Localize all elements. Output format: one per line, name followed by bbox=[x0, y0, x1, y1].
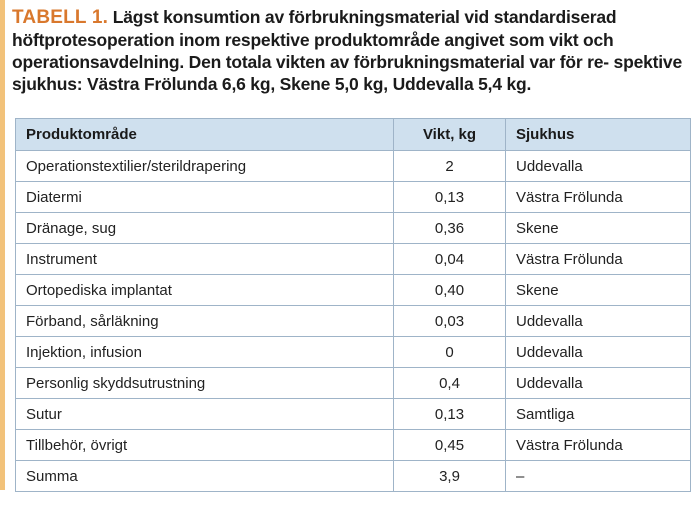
cell-hospital: Skene bbox=[506, 213, 691, 244]
cell-product-area: Tillbehör, övrigt bbox=[16, 430, 394, 461]
table-label: TABELL 1. bbox=[12, 7, 109, 28]
cell-hospital: Västra Frölunda bbox=[506, 244, 691, 275]
cell-hospital: Samtliga bbox=[506, 399, 691, 430]
cell-product-area: Förband, sårläkning bbox=[16, 306, 394, 337]
cell-product-area: Ortopediska implantat bbox=[16, 275, 394, 306]
cell-weight: 0,03 bbox=[394, 306, 506, 337]
header-hospital: Sjukhus bbox=[506, 119, 691, 151]
cell-hospital: – bbox=[506, 461, 691, 492]
cell-weight: 0,04 bbox=[394, 244, 506, 275]
cell-product-area: Instrument bbox=[16, 244, 394, 275]
left-accent-bar bbox=[0, 0, 5, 490]
cell-product-area: Sutur bbox=[16, 399, 394, 430]
cell-hospital: Skene bbox=[506, 275, 691, 306]
table-row bbox=[16, 368, 691, 399]
cell-weight: 2 bbox=[394, 151, 506, 182]
cell-weight: 0,13 bbox=[394, 399, 506, 430]
table-row bbox=[16, 337, 691, 368]
table-row bbox=[16, 275, 691, 306]
consumption-table bbox=[15, 118, 691, 492]
table-row bbox=[16, 306, 691, 337]
cell-product-area: Injektion, infusion bbox=[16, 337, 394, 368]
table-row bbox=[16, 399, 691, 430]
cell-hospital: Uddevalla bbox=[506, 368, 691, 399]
cell-product-area: Summa bbox=[16, 461, 394, 492]
table-caption bbox=[12, 6, 692, 95]
cell-hospital: Uddevalla bbox=[506, 151, 691, 182]
cell-product-area: Diatermi bbox=[16, 182, 394, 213]
cell-weight: 3,9 bbox=[394, 461, 506, 492]
cell-weight: 0,45 bbox=[394, 430, 506, 461]
cell-product-area: Dränage, sug bbox=[16, 213, 394, 244]
cell-weight: 0,40 bbox=[394, 275, 506, 306]
table-row bbox=[16, 182, 691, 213]
cell-hospital: Västra Frölunda bbox=[506, 430, 691, 461]
header-product-area: Produktområde bbox=[16, 119, 394, 151]
cell-weight: 0 bbox=[394, 337, 506, 368]
header-weight: Vikt, kg bbox=[394, 119, 506, 151]
cell-weight: 0,4 bbox=[394, 368, 506, 399]
table-row-total bbox=[16, 461, 691, 492]
table-row bbox=[16, 151, 691, 182]
cell-hospital: Västra Frölunda bbox=[506, 182, 691, 213]
table-row bbox=[16, 430, 691, 461]
cell-hospital: Uddevalla bbox=[506, 306, 691, 337]
table-header-row bbox=[16, 119, 691, 151]
cell-weight: 0,36 bbox=[394, 213, 506, 244]
cell-product-area: Operationstextilier/sterildrapering bbox=[16, 151, 394, 182]
table-row bbox=[16, 244, 691, 275]
cell-hospital: Uddevalla bbox=[506, 337, 691, 368]
caption-text: Lägst konsumtion av förbrukningsmaterial vid standardiserad höftprotesoperation inom respektive produktområde angivet som vikt och operationsavdelning. Den totala vikten av förbrukningsmaterial var för re- spektive sjukhus: Västra Frölunda 6,6 kg, Skene 5,0 kg, Uddevalla 5,4 kg. bbox=[12, 7, 682, 94]
cell-product-area: Personlig skyddsutrustning bbox=[16, 368, 394, 399]
cell-weight: 0,13 bbox=[394, 182, 506, 213]
table-row bbox=[16, 213, 691, 244]
